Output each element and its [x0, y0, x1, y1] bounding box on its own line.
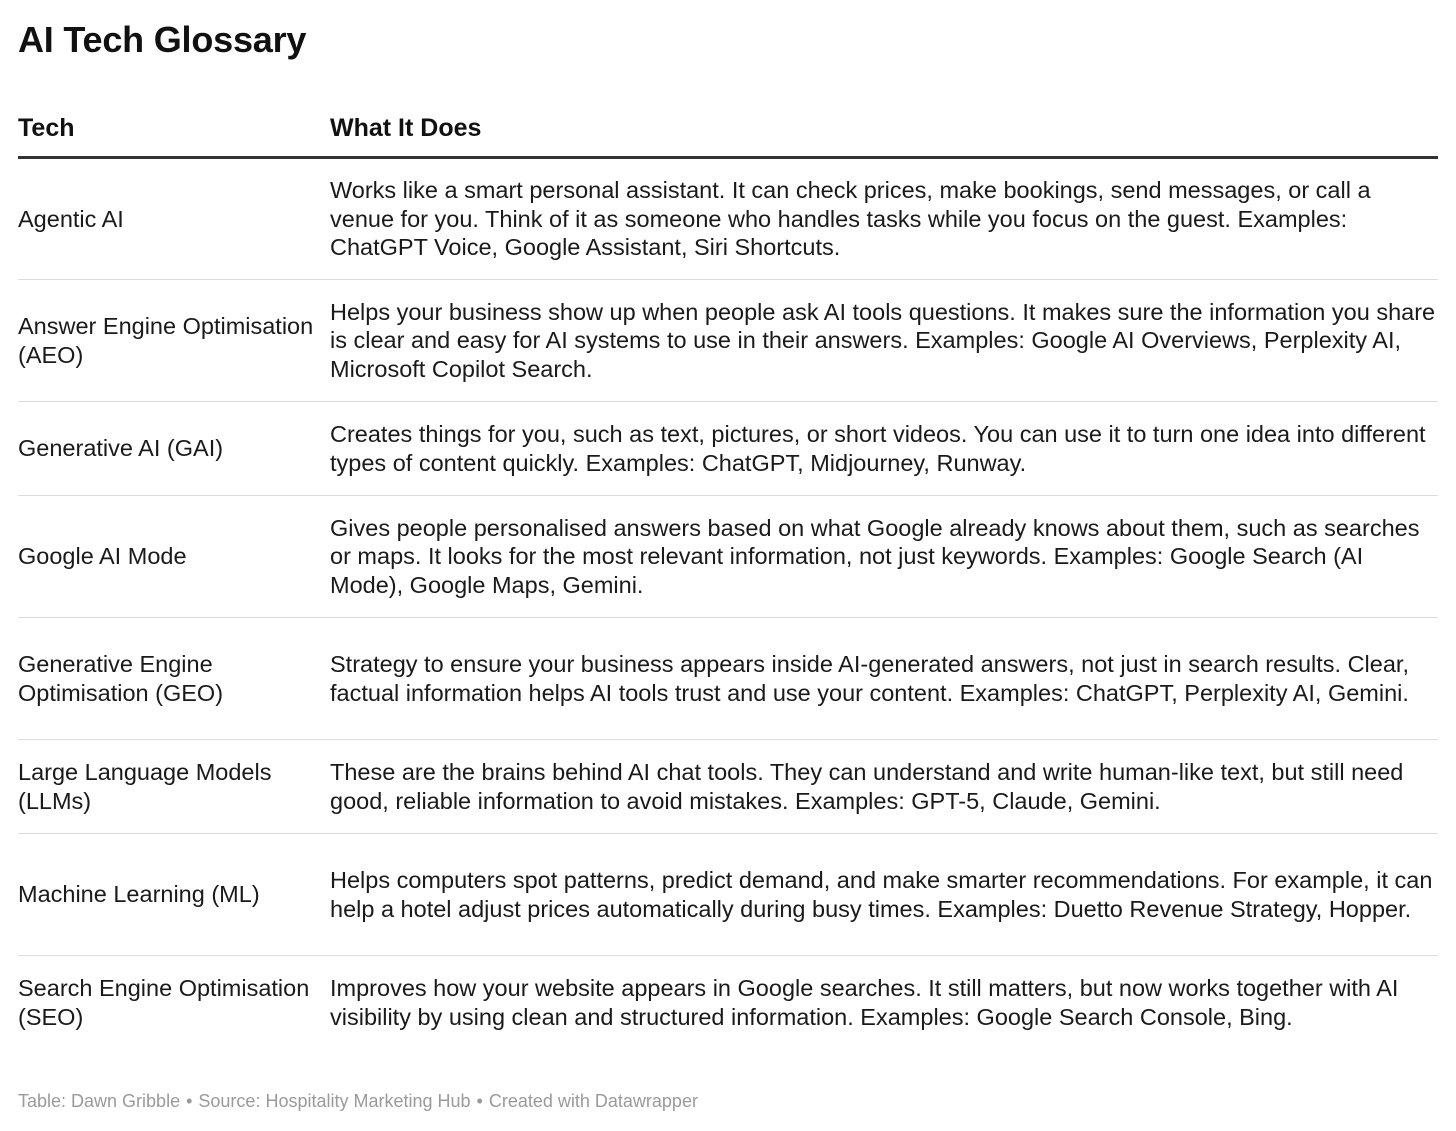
table-row: [18, 740, 1438, 834]
glossary-table: [18, 100, 1438, 1050]
table-row: [18, 956, 1438, 1050]
tech-cell: Machine Learning (ML): [18, 834, 330, 956]
footer-source: Source: Hospitality Marketing Hub: [198, 1091, 471, 1111]
table-body: [18, 158, 1438, 1050]
table-header: [18, 100, 1438, 158]
tech-cell: Large Language Models (LLMs): [18, 740, 330, 834]
footer-separator: •: [186, 1091, 193, 1111]
table-row: [18, 834, 1438, 956]
table-footer: [18, 1090, 698, 1112]
footer-separator: •: [476, 1091, 483, 1111]
column-header-tech: Tech: [18, 100, 330, 158]
footer-credit: Created with Datawrapper: [488, 1091, 698, 1111]
tech-cell: Google AI Mode: [18, 496, 330, 618]
description-cell: These are the brains behind AI chat tools. They can understand and write human-like text, but still need good, reliable information to avoid mistakes. Examples: GPT-5, Claude, Gemini.: [330, 740, 1438, 834]
description-cell: Works like a smart personal assistant. It can check prices, make bookings, send messages, or call a venue for you. Think of it as someone who handles tasks while you focus on the guest. Examples: ChatGPT Voice, Google Assistant, Siri Shortcuts.: [330, 158, 1438, 280]
tech-cell: Generative Engine Optimisation (GEO): [18, 618, 330, 740]
table-row: [18, 280, 1438, 402]
table-row: [18, 402, 1438, 496]
tech-cell: Agentic AI: [18, 158, 330, 280]
glossary-page: [18, 0, 1438, 62]
table-row: [18, 158, 1438, 280]
description-cell: Helps computers spot patterns, predict demand, and make smarter recommendations. For example, it can help a hotel adjust prices automatically during busy times. Examples: Duetto Revenue Strategy, Hopper.: [330, 834, 1438, 956]
description-cell: Strategy to ensure your business appears inside AI-generated answers, not just in search results. Clear, factual information helps AI tools trust and use your content. Examples: ChatGPT, Perplexity AI, Gemini.: [330, 618, 1438, 740]
tech-cell: Answer Engine Optimisation (AEO): [18, 280, 330, 402]
table-row: [18, 496, 1438, 618]
description-cell: Helps your business show up when people ask AI tools questions. It makes sure the information you share is clear and easy for AI systems to use in their answers. Examples: Google AI Overviews, Perplexity AI, Microsoft Copilot Search.: [330, 280, 1438, 402]
description-cell: Gives people personalised answers based on what Google already knows about them, such as searches or maps. It looks for the most relevant information, not just keywords. Examples: Google Search (AI Mode), Google Maps, Gemini.: [330, 496, 1438, 618]
tech-cell: Search Engine Optimisation (SEO): [18, 975, 310, 1030]
page-title: AI Tech Glossary: [18, 19, 307, 60]
tech-cell: Generative AI (GAI): [18, 402, 330, 496]
header-row: [18, 100, 1438, 158]
column-header-what-it-does: What It Does: [330, 100, 1438, 158]
description-cell: Improves how your website appears in Google searches. It still matters, but now works together with AI visibility by using clean and structured information. Examples: Google Search Console, Bing.: [330, 975, 1399, 1030]
description-cell: Creates things for you, such as text, pictures, or short videos. You can use it to turn one idea into different types of content quickly. Examples: ChatGPT, Midjourney, Runway.: [330, 402, 1438, 496]
footer-author: Table: Dawn Gribble: [18, 1091, 181, 1111]
table-row: [18, 618, 1438, 740]
